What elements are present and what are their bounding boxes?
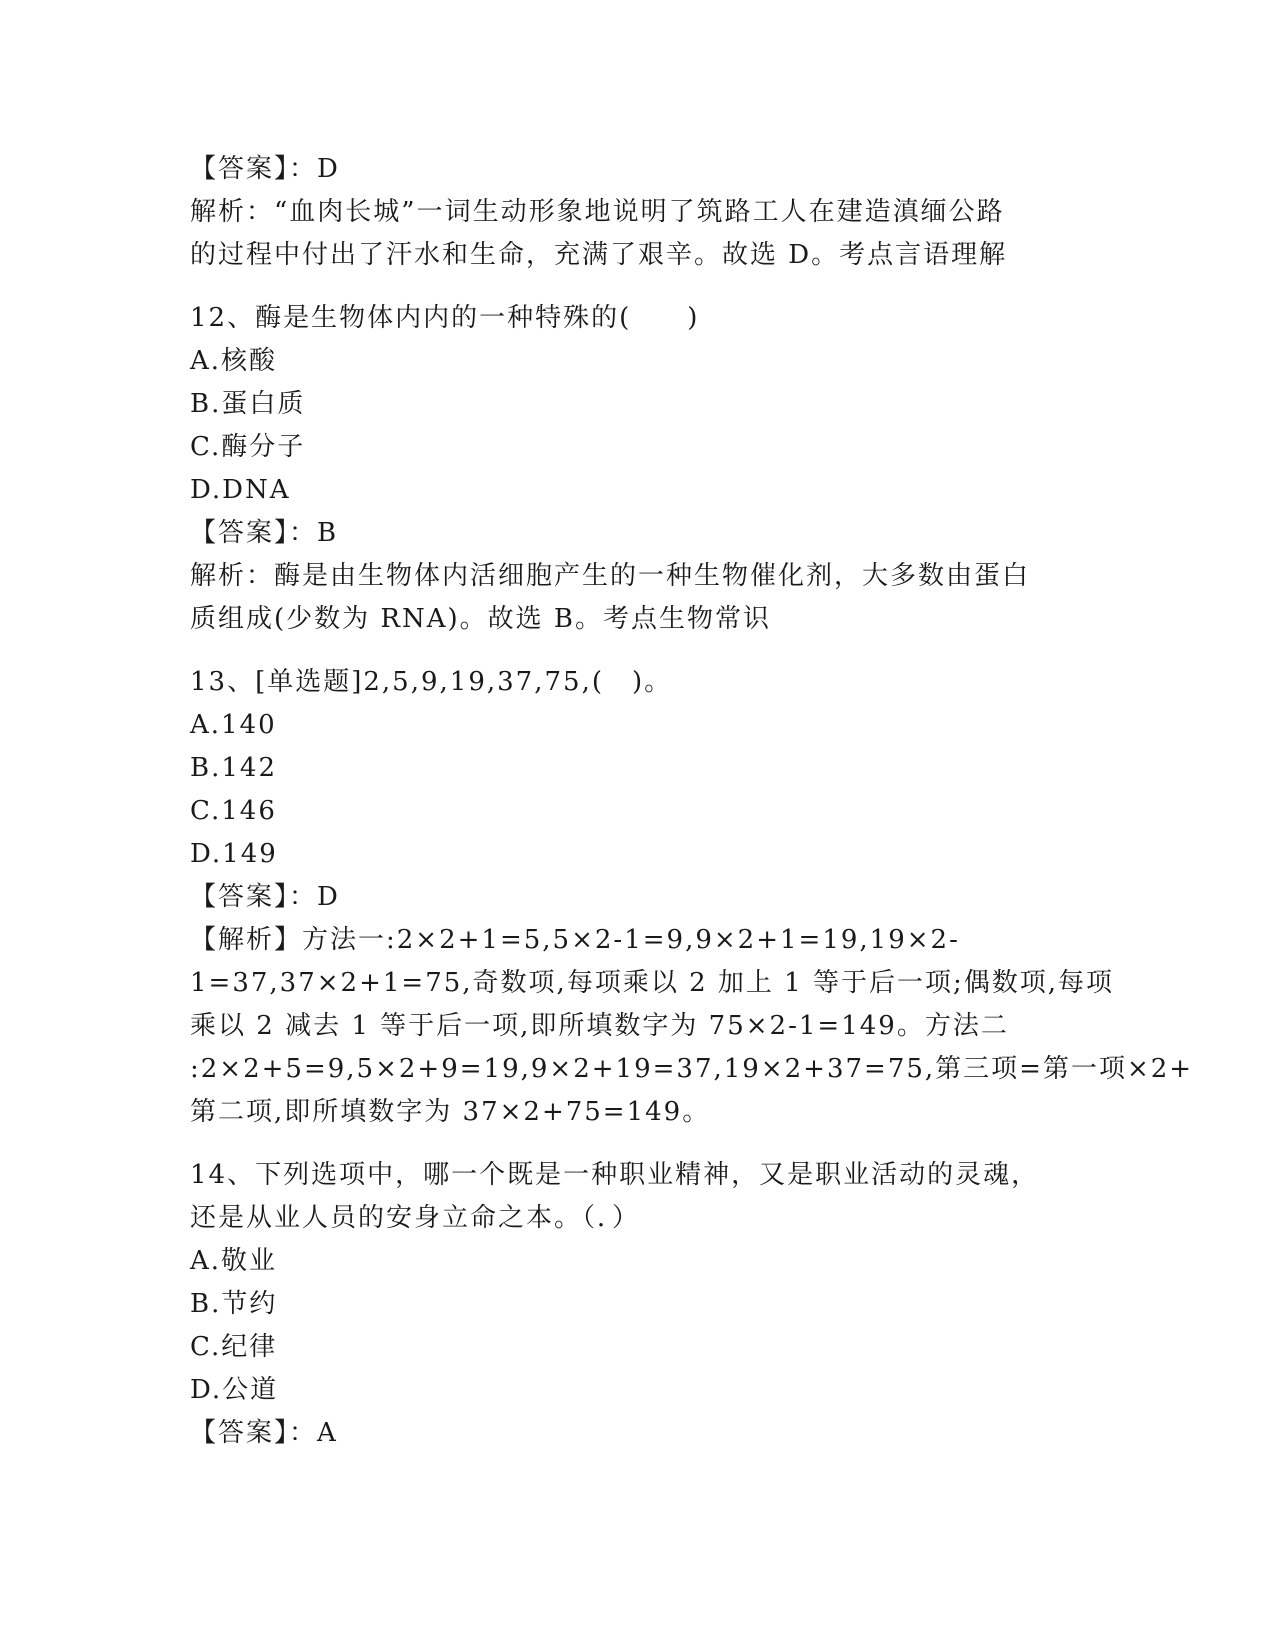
question-14-block — [190, 1154, 1090, 1455]
analysis-line: 【解析】方法一:2×2+1=5,5×2-1=9,9×2+1=19,19×2- — [190, 925, 960, 955]
answer-line: 【答案】：B — [190, 518, 339, 548]
analysis-line: 1=37,37×2+1=75,奇数项,每项乘以 2 加上 1 等于后一项;偶数项,每项 — [190, 968, 1114, 998]
analysis-line: :2×2+5=9,5×2+9=19,9×2+19=37,19×2+37=75,第三项=第一项×2+ — [190, 1054, 1194, 1084]
option-b: B.蛋白质 — [190, 389, 306, 419]
option-c: C.纪律 — [190, 1332, 278, 1362]
answer-line: 【答案】：A — [190, 1418, 338, 1448]
option-d: D.149 — [190, 839, 278, 869]
option-d: D.DNA — [190, 475, 291, 505]
document-page — [190, 148, 1194, 1455]
option-b: B.节约 — [190, 1289, 278, 1319]
answer-line: 【答案】：D — [190, 882, 340, 912]
analysis-line: 乘以 2 减去 1 等于后一项,即所填数字为 75×2-1=149。方法二 — [190, 1011, 1009, 1041]
question-11-block — [190, 148, 1090, 277]
analysis-line: 第二项,即所填数字为 37×2+75=149。 — [190, 1097, 711, 1127]
analysis-line: 解析：酶是由生物体内活细胞产生的一种生物催化剂，大多数由蛋白 — [190, 561, 1031, 591]
question-stem: 12、酶是生物体内内的一种特殊的( ) — [190, 303, 700, 333]
question-13-block — [190, 661, 1194, 1134]
analysis-line: 解析：“血肉长城”一词生动形象地说明了筑路工人在建造滇缅公路 — [190, 197, 1005, 227]
option-d: D.公道 — [190, 1375, 279, 1405]
question-stem: 还是从业人员的安身立命之本。（．） — [190, 1203, 641, 1233]
answer-line: 【答案】：D — [190, 154, 340, 184]
option-a: A.140 — [190, 710, 277, 740]
option-c: C.146 — [190, 796, 277, 826]
option-b: B.142 — [190, 753, 277, 783]
option-c: C.酶分子 — [190, 432, 306, 462]
analysis-line: 的过程中付出了汗水和生命，充满了艰辛。故选 D。考点言语理解 — [190, 240, 1008, 270]
option-a: A.敬业 — [190, 1246, 278, 1276]
option-a: A.核酸 — [190, 346, 278, 376]
question-12-block — [190, 297, 1090, 641]
question-stem: 14、下列选项中，哪一个既是一种职业精神，又是职业活动的灵魂， — [190, 1160, 1040, 1190]
analysis-line: 质组成(少数为 RNA)。故选 B。考点生物常识 — [190, 604, 772, 634]
question-stem: 13、[单选题]2,5,9,19,37,75,( )。 — [190, 667, 673, 697]
